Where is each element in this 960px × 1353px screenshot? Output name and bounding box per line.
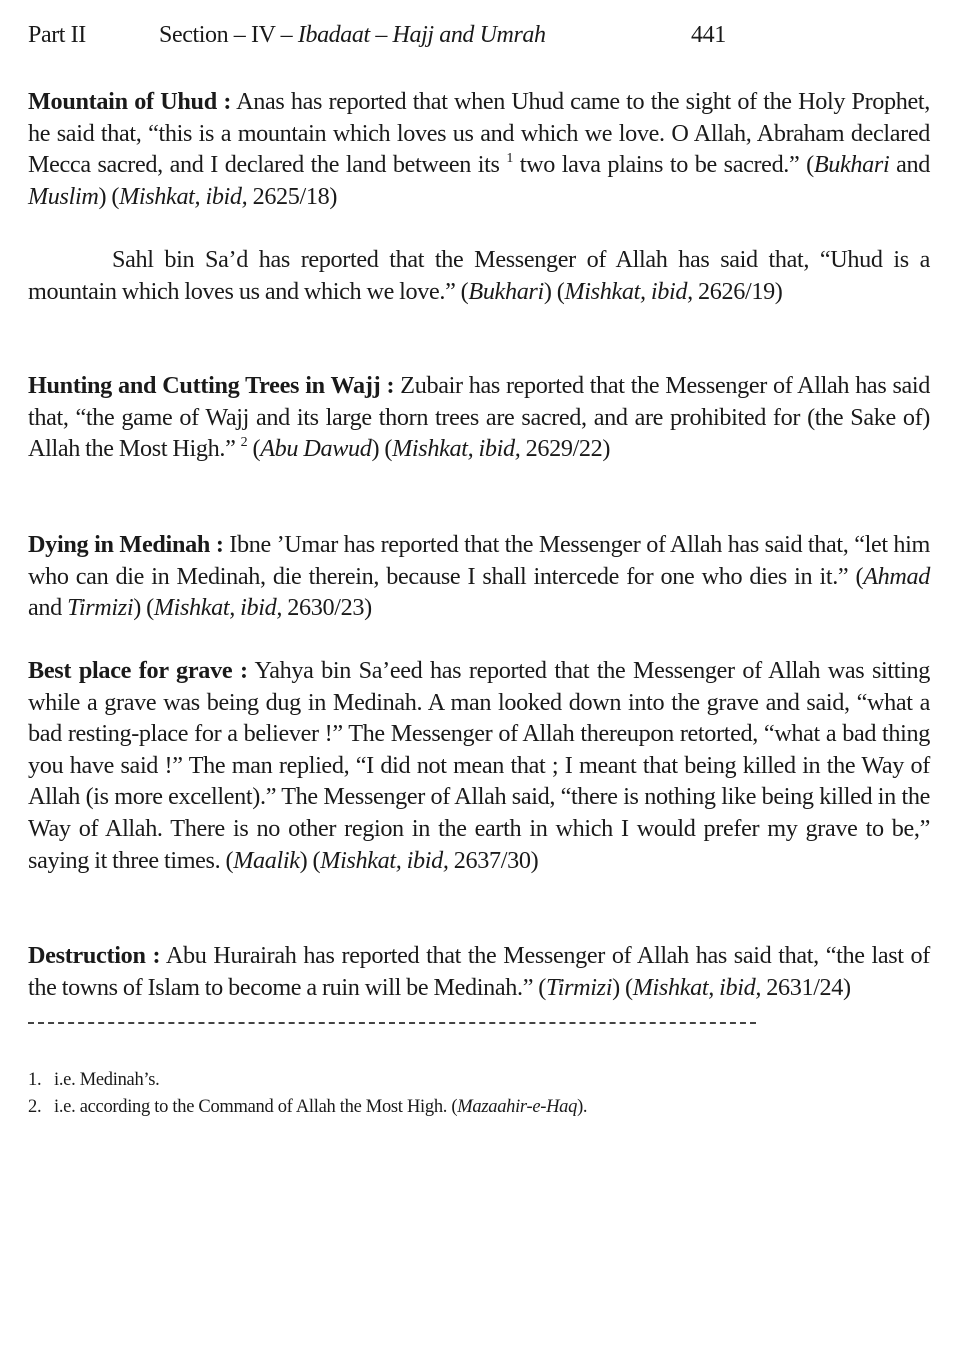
footnote-ref-2: 2 — [240, 435, 248, 451]
page-number: 441 — [691, 22, 726, 48]
footnote-2: 2. i.e. according to the Command of Allah the Most High. (Mazaahir-e-Haq). — [28, 1097, 588, 1117]
paragraph-dying-in-medinah: Dying in Medinah : Ibne ’Umar has reported that the Messenger of Allah has said that, “let him who can die in Medinah, die therein, because I shall intercede for one who dies in it.” (Ahmad and Tirmizi) (Mishkat, ibid, 2630/23) — [28, 531, 930, 622]
footnotes — [28, 1067, 587, 1121]
paragraph-destruction: Destruction : Abu Hurairah has reported that the Messenger of Allah has said that, “the last of the towns of Islam to become a ruin will be Medinah.” (Tirmizi) (Mishkat, ibid, 2631/24) — [28, 942, 930, 1001]
header-section: Section – IV – Ibadaat – Hajj and Umrah — [159, 22, 546, 48]
paragraph-heading: Dying in Medinah : — [28, 531, 224, 558]
paragraph-best-place-for-grave: Best place for grave : Yahya bin Sa’eed has reported that the Messenger of Allah was sitting while a grave was being dug in Medinah. A man looked down into the grave and said, “what a bad resting-place for a believer !” The Messenger of Allah thereupon retorted, “what a bad thing you have said !” The man replied, “I did not mean that ; I meant that being killed in the Way of Allah (is more excellent).” The Messenger of Allah said, “there is nothing like being killed in the Way of Allah. There is no other region in the earth in which I would prefer my grave to be,” saying it three times. (Maalik) (Mishkat, ibid, 2637/30) — [28, 657, 931, 874]
footnote-ref-1: 1 — [506, 151, 513, 167]
paragraph-sahl-bin-sad: Sahl bin Sa’d has reported that the Messenger of Allah has said that, “Uhud is a mountain which loves us and which we love.” (Bukhari) (Mishkat, ibid, 2626/19) — [28, 246, 930, 305]
paragraph-heading: Destruction : — [28, 942, 161, 969]
paragraph-mountain-of-uhud: Mountain of Uhud : Anas has reported that when Uhud came to the sight of the Holy Prophet, he said that, “this is a mountain which loves us and which we love. O Allah, Abraham declared Mecca sacred, and I declared the land between its $^1$ two lava plains to be sacred.” (Bukhari and Muslim) (Mishkat, ibid, 2625/18) — [28, 88, 931, 210]
footnote-1: 1. i.e. Medinah’s. — [28, 1070, 160, 1090]
paragraph-heading: Mountain of Uhud : — [28, 88, 232, 115]
paragraph-heading: Hunting and Cutting Trees in Wajj : — [28, 372, 395, 399]
header-section-title: Ibadaat – Hajj and Umrah — [297, 22, 546, 48]
paragraph-hunting-wajj: Hunting and Cutting Trees in Wajj : Zubair has reported that the Messenger of Allah has said that, “the game of Wajj and its large thorn trees are sacred, and are prohibited for (the Sake of) Allah the Most High.” $^2$ (Abu Dawud) (Mishkat, ibid, 2629/22) — [28, 372, 931, 463]
header-part: Part II — [28, 22, 86, 48]
paragraph-heading: Best place for grave : — [28, 657, 248, 684]
footnote-separator — [28, 1022, 756, 1024]
